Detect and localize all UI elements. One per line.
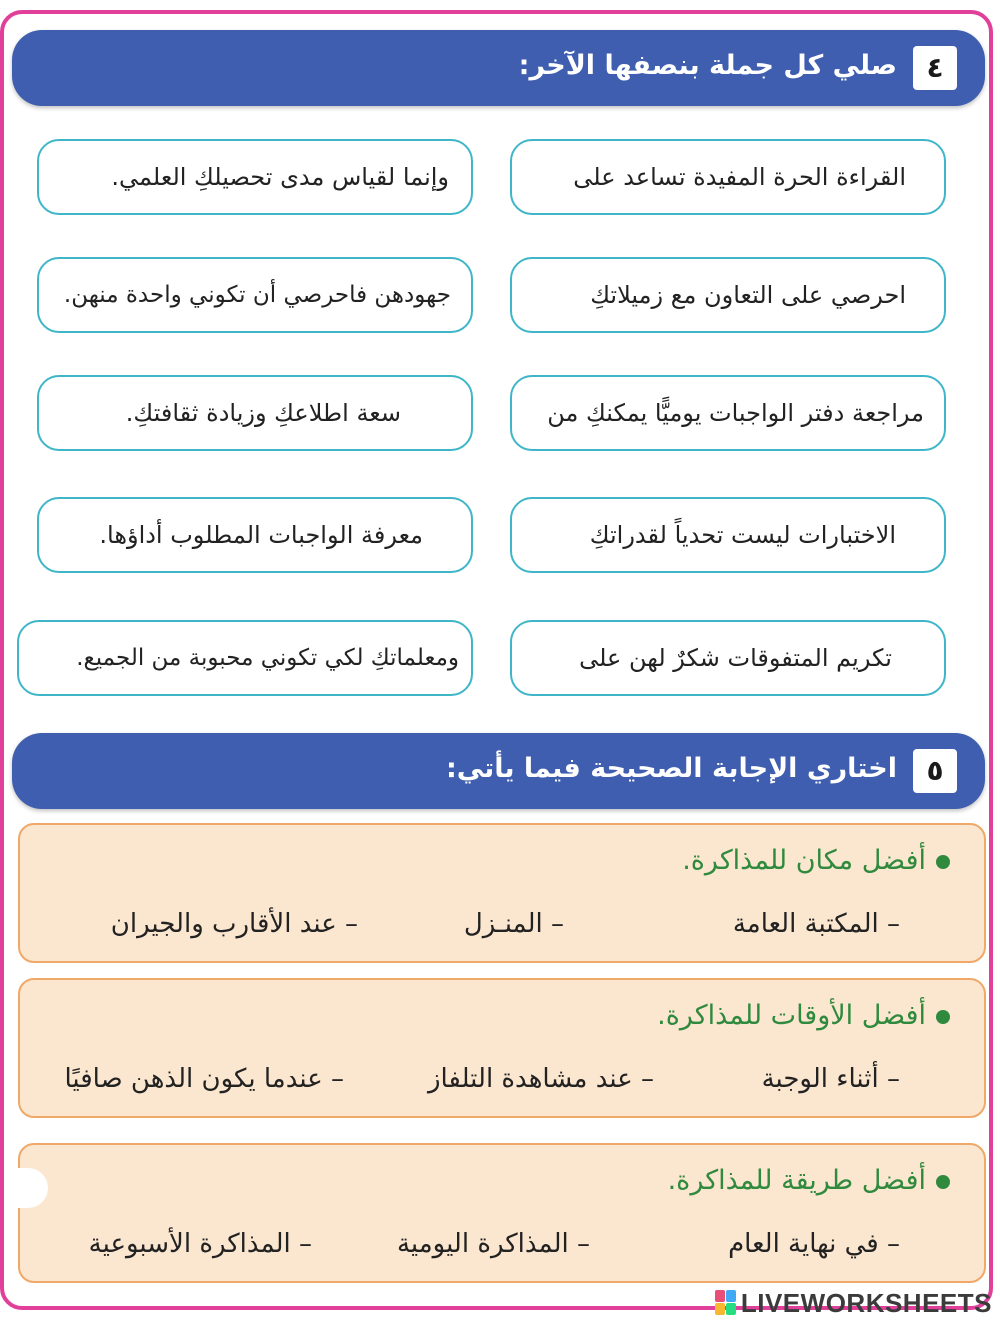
match-right-4[interactable]: الاختبارات ليست تحدياً لقدراتكِ	[510, 497, 946, 573]
bullet-icon	[936, 1175, 950, 1189]
section4-number: ٤	[913, 46, 957, 90]
question-panel-3	[18, 1143, 986, 1283]
match-right-2[interactable]: احرصي على التعاون مع زميلاتكِ	[510, 257, 946, 333]
match-left-3[interactable]: سعة اطلاعكِ وزيادة ثقافتكِ.	[37, 375, 473, 451]
q1-option-3[interactable]: – عند الأقارب والجيران	[110, 909, 358, 939]
q3-option-1[interactable]: – في نهاية العام	[728, 1229, 900, 1259]
question-3	[668, 1165, 950, 1196]
question-2-text: أفضل الأوقات للمذاكرة.	[657, 1000, 926, 1031]
match-right-3[interactable]: مراجعة دفتر الواجبات يوميًّا يمكنكِ من	[510, 375, 946, 451]
q2-option-3[interactable]: – عندما يكون الذهن صافيًا	[64, 1064, 344, 1094]
q2-option-2[interactable]: – عند مشاهدة التلفاز	[427, 1064, 654, 1094]
bullet-icon	[936, 1010, 950, 1024]
match-right-1[interactable]: القراءة الحرة المفيدة تساعد على	[510, 139, 946, 215]
section5-title: اختاري الإجابة الصحيحة فيما يأتي:	[445, 753, 897, 784]
question-1	[682, 845, 950, 876]
section5-header	[12, 733, 985, 809]
liveworksheets-watermark	[715, 1288, 992, 1318]
match-right-5[interactable]: تكريم المتفوقات شكرٌ لهن على	[510, 620, 946, 696]
bullet-icon	[936, 855, 950, 869]
match-left-4[interactable]: معرفة الواجبات المطلوب أداؤها.	[37, 497, 473, 573]
q3-option-3[interactable]: – المذاكرة الأسبوعية	[88, 1229, 312, 1259]
question-1-text: أفضل مكان للمذاكرة.	[682, 845, 926, 876]
q2-option-1[interactable]: – أثناء الوجبة	[761, 1064, 900, 1094]
q3-option-2[interactable]: – المذاكرة اليومية	[396, 1229, 590, 1259]
section4-header	[12, 30, 985, 106]
liveworksheets-logo-icon	[715, 1290, 737, 1316]
liveworksheets-text: LIVEWORKSHEETS	[740, 1287, 992, 1318]
match-left-5[interactable]: ومعلماتكِ لكي تكوني محبوبة من الجميع.	[17, 620, 473, 696]
question-panel-2	[18, 978, 986, 1118]
section4-title: صلي كل جملة بنصفها الآخر:	[518, 50, 897, 81]
q1-option-2[interactable]: – المنـزل	[463, 909, 564, 939]
match-left-2[interactable]: جهودهن فاحرصي أن تكوني واحدة منهن.	[37, 257, 473, 333]
question-panel-1	[18, 823, 986, 963]
match-left-1[interactable]: وإنما لقياس مدى تحصيلكِ العلمي.	[37, 139, 473, 215]
question-2	[657, 1000, 950, 1031]
section5-number: ٥	[913, 749, 957, 793]
side-tab	[4, 1168, 48, 1208]
q1-option-1[interactable]: – المكتبة العامة	[732, 909, 900, 939]
question-3-text: أفضل طريقة للمذاكرة.	[667, 1165, 926, 1196]
